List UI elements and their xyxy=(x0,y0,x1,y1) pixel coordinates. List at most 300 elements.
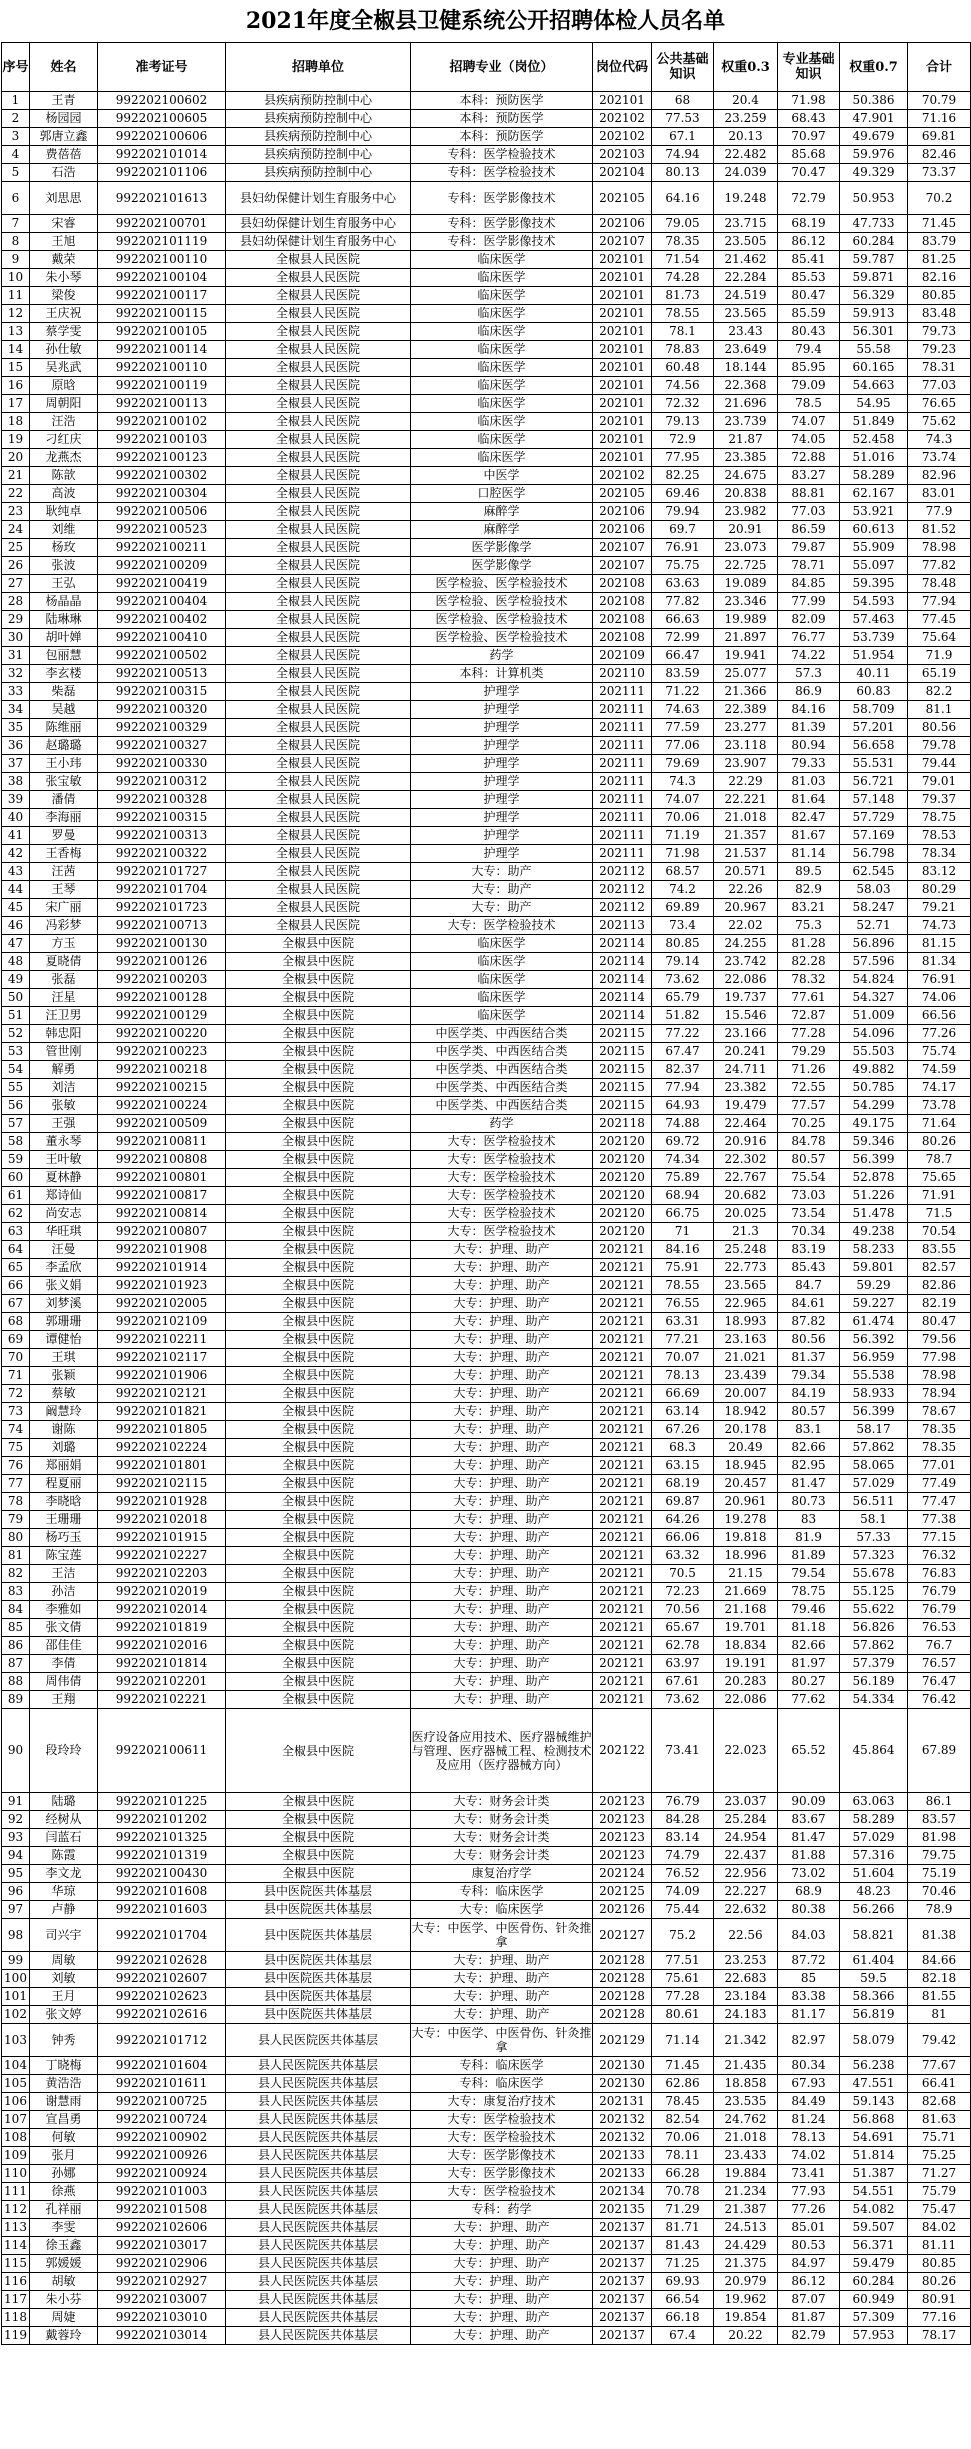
table-cell: 47.551 xyxy=(840,2075,908,2093)
table-cell: 992202101106 xyxy=(98,164,226,182)
table-cell: 67.61 xyxy=(652,1673,714,1691)
table-cell: 54.334 xyxy=(840,1691,908,1709)
table-cell: 85 xyxy=(778,1970,840,1988)
table-cell: 18.942 xyxy=(714,1403,778,1421)
table-cell: 54.299 xyxy=(840,1097,908,1115)
table-cell: 202121 xyxy=(593,1529,652,1547)
table-cell: 大专：护理、助产 xyxy=(411,1493,593,1511)
table-cell: 81.52 xyxy=(908,521,971,539)
table-cell: 口腔医学 xyxy=(411,485,593,503)
table-cell: 76.53 xyxy=(908,1619,971,1637)
table-cell: 全椒县中医院 xyxy=(226,1259,411,1277)
table-cell: 全椒县人民医院 xyxy=(226,485,411,503)
table-cell: 51.478 xyxy=(840,1205,908,1223)
table-cell: 71 xyxy=(2,1367,30,1385)
table-cell: 992202100817 xyxy=(98,1187,226,1205)
table-cell: 67.93 xyxy=(778,2075,840,2093)
table-cell: 大专：护理、助产 xyxy=(411,1421,593,1439)
table-cell: 85.68 xyxy=(778,146,840,164)
table-cell: 60.165 xyxy=(840,359,908,377)
table-cell: 19.089 xyxy=(714,575,778,593)
table-cell: 53.739 xyxy=(840,629,908,647)
table-cell: 29 xyxy=(2,611,30,629)
table-cell: 张文倩 xyxy=(30,1619,98,1637)
table-cell: 县人民医院医共体基层 xyxy=(226,2024,411,2057)
table-cell: 41 xyxy=(2,827,30,845)
table-cell: 85.59 xyxy=(778,305,840,323)
table-cell: 86.1 xyxy=(908,1793,971,1811)
table-cell: 992202101928 xyxy=(98,1493,226,1511)
table-row xyxy=(2,557,971,575)
table-cell: 63.063 xyxy=(840,1793,908,1811)
table-cell: 76 xyxy=(2,1457,30,1475)
table-cell: 64.26 xyxy=(652,1511,714,1529)
table-cell: 71.25 xyxy=(652,2255,714,2273)
table-cell: 992202100223 xyxy=(98,1043,226,1061)
table-cell: 77.51 xyxy=(652,1952,714,1970)
table-cell: 高波 xyxy=(30,485,98,503)
table-cell: 县人民医院医共体基层 xyxy=(226,2309,411,2327)
table-cell: 19.818 xyxy=(714,1529,778,1547)
table-cell: 21.018 xyxy=(714,809,778,827)
table-cell: 84.03 xyxy=(778,1919,840,1952)
table-cell: 992202100725 xyxy=(98,2093,226,2111)
table-cell: 202121 xyxy=(593,1673,652,1691)
table-cell: 51.849 xyxy=(840,413,908,431)
table-cell: 202137 xyxy=(593,2255,652,2273)
table-cell: 县中医院医共体基层 xyxy=(226,1883,411,1901)
table-row xyxy=(2,521,971,539)
table-cell: 段玲玲 xyxy=(30,1709,98,1793)
table-cell: 57.323 xyxy=(840,1547,908,1565)
table-cell: 56.301 xyxy=(840,323,908,341)
table-row xyxy=(2,2183,971,2201)
table-cell: 朱小琴 xyxy=(30,269,98,287)
table-cell: 全椒县人民医院 xyxy=(226,809,411,827)
table-cell: 81.34 xyxy=(908,953,971,971)
table-cell: 47.901 xyxy=(840,110,908,128)
table-cell: 992202100602 xyxy=(98,92,226,110)
table-cell: 992202102224 xyxy=(98,1439,226,1457)
table-cell: 黄浩浩 xyxy=(30,2075,98,2093)
table-cell: 护理学 xyxy=(411,791,593,809)
table-cell: 21.15 xyxy=(714,1565,778,1583)
table-cell: 202123 xyxy=(593,1829,652,1847)
table-row xyxy=(2,1277,971,1295)
table-cell: 20.571 xyxy=(714,863,778,881)
table-cell: 992202102117 xyxy=(98,1349,226,1367)
table-cell: 全椒县人民医院 xyxy=(226,431,411,449)
table-cell: 202108 xyxy=(593,575,652,593)
table-cell: 992202100811 xyxy=(98,1133,226,1151)
table-cell: 81.88 xyxy=(778,1847,840,1865)
table-cell: 76.65 xyxy=(908,395,971,413)
table-cell: 992202102227 xyxy=(98,1547,226,1565)
table-cell: 89.5 xyxy=(778,863,840,881)
table-cell: 73.37 xyxy=(908,164,971,182)
table-cell: 76.79 xyxy=(908,1601,971,1619)
table-cell: 83.19 xyxy=(778,1241,840,1259)
table-cell: 全椒县中医院 xyxy=(226,1151,411,1169)
table-cell: 992202101712 xyxy=(98,2024,226,2057)
table-cell: 74.09 xyxy=(652,1883,714,1901)
table-row xyxy=(2,1673,971,1691)
table-cell: 77.99 xyxy=(778,593,840,611)
table-cell: 79.44 xyxy=(908,755,971,773)
table-cell: 202137 xyxy=(593,2309,652,2327)
table-cell: 66.06 xyxy=(652,1529,714,1547)
table-cell: 71.9 xyxy=(908,647,971,665)
table-cell: 王翔 xyxy=(30,1691,98,1709)
table-cell: 75.71 xyxy=(908,2129,971,2147)
table-cell: 202105 xyxy=(593,182,652,215)
table-cell: 992202102628 xyxy=(98,1952,226,1970)
table-cell: 阚慧玲 xyxy=(30,1403,98,1421)
table-cell: 202101 xyxy=(593,359,652,377)
table-cell: 20.838 xyxy=(714,485,778,503)
table-cell: 56.511 xyxy=(840,1493,908,1511)
table-cell: 78.67 xyxy=(908,1403,971,1421)
table-cell: 44 xyxy=(2,881,30,899)
table-cell: 992202101611 xyxy=(98,2075,226,2093)
table-cell: 梁俊 xyxy=(30,287,98,305)
table-cell: 21.669 xyxy=(714,1583,778,1601)
table-row xyxy=(2,1847,971,1865)
table-cell: 83.67 xyxy=(778,1811,840,1829)
table-cell: 992202102016 xyxy=(98,1637,226,1655)
table-cell: 86.59 xyxy=(778,521,840,539)
table-cell: 83.12 xyxy=(908,863,971,881)
table-cell: 54.096 xyxy=(840,1025,908,1043)
table-cell: 全椒县中医院 xyxy=(226,1367,411,1385)
table-cell: 护理学 xyxy=(411,845,593,863)
table-row xyxy=(2,683,971,701)
table-cell: 全椒县中医院 xyxy=(226,1295,411,1313)
table-cell: 992202102115 xyxy=(98,1475,226,1493)
table-row xyxy=(2,2273,971,2291)
table-cell: 谢陈 xyxy=(30,1421,98,1439)
table-cell: 徐玉鑫 xyxy=(30,2237,98,2255)
table-cell: 68 xyxy=(2,1313,30,1331)
table-cell: 84.85 xyxy=(778,575,840,593)
table-cell: 21.696 xyxy=(714,395,778,413)
table-row xyxy=(2,1133,971,1151)
table-cell: 66.41 xyxy=(908,2075,971,2093)
table-row xyxy=(2,1457,971,1475)
table-cell: 全椒县人民医院 xyxy=(226,773,411,791)
table-cell: 73.74 xyxy=(908,449,971,467)
table-cell: 83 xyxy=(2,1583,30,1601)
table-cell: 24.429 xyxy=(714,2237,778,2255)
table-cell: 57.862 xyxy=(840,1637,908,1655)
table-cell: 全椒县中医院 xyxy=(226,1385,411,1403)
table-cell: 临床医学 xyxy=(411,395,593,413)
table-cell: 70 xyxy=(2,1349,30,1367)
table-cell: 朱小芬 xyxy=(30,2291,98,2309)
table-cell: 70.56 xyxy=(652,1601,714,1619)
table-cell: 55.125 xyxy=(840,1583,908,1601)
table-cell: 78.32 xyxy=(778,971,840,989)
table-cell: 76.32 xyxy=(908,1547,971,1565)
table-cell: 53 xyxy=(2,1043,30,1061)
table-cell: 202137 xyxy=(593,2273,652,2291)
table-cell: 74.3 xyxy=(652,773,714,791)
table-row xyxy=(2,2165,971,2183)
table-cell: 992202100509 xyxy=(98,1115,226,1133)
table-cell: 18.858 xyxy=(714,2075,778,2093)
table-cell: 本科：预防医学 xyxy=(411,92,593,110)
table-cell: 50.386 xyxy=(840,92,908,110)
table-cell: 202137 xyxy=(593,2327,652,2345)
table-cell: 64 xyxy=(2,1241,30,1259)
table-cell: 大专：护理、助产 xyxy=(411,1277,593,1295)
table-cell: 王青 xyxy=(30,92,98,110)
table-cell: 20.916 xyxy=(714,1133,778,1151)
table-cell: 70.46 xyxy=(908,1883,971,1901)
table-cell: 龙燕杰 xyxy=(30,449,98,467)
table-cell: 大专：护理、助产 xyxy=(411,1385,593,1403)
table-cell: 韩忠阳 xyxy=(30,1025,98,1043)
table-cell: 20.961 xyxy=(714,1493,778,1511)
table-cell: 闫蓝石 xyxy=(30,1829,98,1847)
table-cell: 81.38 xyxy=(908,1919,971,1952)
table-cell: 77.82 xyxy=(652,593,714,611)
table-row xyxy=(2,935,971,953)
table-cell: 23.715 xyxy=(714,215,778,233)
table-cell: 992202101723 xyxy=(98,899,226,917)
table-cell: 62.167 xyxy=(840,485,908,503)
table-cell: 77 xyxy=(2,1475,30,1493)
table-cell: 51.387 xyxy=(840,2165,908,2183)
header-cell: 公共基础知识 xyxy=(652,43,714,92)
table-cell: 73 xyxy=(2,1403,30,1421)
table-cell: 刘梦溪 xyxy=(30,1295,98,1313)
table-row xyxy=(2,128,971,146)
table-cell: 75.44 xyxy=(652,1901,714,1919)
table-cell: 202123 xyxy=(593,1811,652,1829)
table-cell: 张义娟 xyxy=(30,1277,98,1295)
table-cell: 临床医学 xyxy=(411,971,593,989)
table-cell: 刘璐 xyxy=(30,1439,98,1457)
table-cell: 58.933 xyxy=(840,1385,908,1403)
table-cell: 蔡学雯 xyxy=(30,323,98,341)
table-cell: 84.19 xyxy=(778,1385,840,1403)
table-cell: 992202100215 xyxy=(98,1079,226,1097)
table-cell: 王月 xyxy=(30,1988,98,2006)
table-row xyxy=(2,110,971,128)
table-cell: 202111 xyxy=(593,701,652,719)
table-row xyxy=(2,2006,971,2024)
table-row xyxy=(2,791,971,809)
table-cell: 21.462 xyxy=(714,251,778,269)
table-cell: 胡叶婵 xyxy=(30,629,98,647)
table-cell: 79.21 xyxy=(908,899,971,917)
table-cell: 78.35 xyxy=(652,233,714,251)
table-cell: 77.03 xyxy=(778,503,840,521)
table-cell: 67.1 xyxy=(652,128,714,146)
table-cell: 74.88 xyxy=(652,1115,714,1133)
table-cell: 13 xyxy=(2,323,30,341)
table-cell: 陈维丽 xyxy=(30,719,98,737)
table-cell: 23.565 xyxy=(714,1277,778,1295)
table-cell: 大专：康复治疗技术 xyxy=(411,2093,593,2111)
table-cell: 78.98 xyxy=(908,1367,971,1385)
table-cell: 202121 xyxy=(593,1349,652,1367)
table-cell: 84.16 xyxy=(778,701,840,719)
table-cell: 潘倩 xyxy=(30,791,98,809)
table-cell: 992202101819 xyxy=(98,1619,226,1637)
table-cell: 刘敏 xyxy=(30,1970,98,1988)
table-cell: 56.959 xyxy=(840,1349,908,1367)
table-cell: 202121 xyxy=(593,1655,652,1673)
table-cell: 992202100902 xyxy=(98,2129,226,2147)
table-cell: 82.37 xyxy=(652,1061,714,1079)
table-cell: 79.75 xyxy=(908,1847,971,1865)
table-cell: 20.007 xyxy=(714,1385,778,1403)
table-cell: 83.14 xyxy=(652,1829,714,1847)
table-cell: 42 xyxy=(2,845,30,863)
table-cell: 李海丽 xyxy=(30,809,98,827)
table-cell: 邵佳佳 xyxy=(30,1637,98,1655)
table-cell: 68.43 xyxy=(778,110,840,128)
table-cell: 87 xyxy=(2,1655,30,1673)
table-cell: 67 xyxy=(2,1295,30,1313)
table-cell: 全椒县人民医院 xyxy=(226,503,411,521)
table-cell: 47 xyxy=(2,935,30,953)
table-cell: 47.733 xyxy=(840,215,908,233)
table-cell: 992202100110 xyxy=(98,359,226,377)
table-cell: 50 xyxy=(2,989,30,1007)
table-cell: 80.91 xyxy=(908,2291,971,2309)
table-cell: 县妇幼保健计划生育服务中心 xyxy=(226,215,411,233)
table-cell: 202112 xyxy=(593,899,652,917)
header-cell: 招聘专业（岗位） xyxy=(411,43,593,92)
table-cell: 992202100113 xyxy=(98,395,226,413)
table-cell: 57.379 xyxy=(840,1655,908,1673)
table-cell: 202103 xyxy=(593,146,652,164)
header-cell: 准考证号 xyxy=(98,43,226,92)
table-cell: 992202101319 xyxy=(98,1847,226,1865)
table-cell: 22.023 xyxy=(714,1709,778,1793)
table-cell: 202121 xyxy=(593,1313,652,1331)
table-cell: 全椒县中医院 xyxy=(226,1331,411,1349)
table-cell: 李雅如 xyxy=(30,1601,98,1619)
table-cell: 全椒县人民医院 xyxy=(226,683,411,701)
table-cell: 15 xyxy=(2,359,30,377)
table-cell: 50.785 xyxy=(840,1079,908,1097)
table-cell: 202114 xyxy=(593,935,652,953)
table-cell: 202120 xyxy=(593,1205,652,1223)
table-cell: 992202102005 xyxy=(98,1295,226,1313)
table-cell: 992202102109 xyxy=(98,1313,226,1331)
table-cell: 84.78 xyxy=(778,1133,840,1151)
table-cell: 46 xyxy=(2,917,30,935)
table-cell: 21.357 xyxy=(714,827,778,845)
table-cell: 992202100114 xyxy=(98,341,226,359)
table-cell: 22.302 xyxy=(714,1151,778,1169)
table-row xyxy=(2,449,971,467)
table-cell: 992202100808 xyxy=(98,1151,226,1169)
table-cell: 中医学类、中西医结合类 xyxy=(411,1043,593,1061)
table-cell: 大专：助产 xyxy=(411,863,593,881)
table-cell: 临床医学 xyxy=(411,269,593,287)
table-cell: 大专：护理、助产 xyxy=(411,2309,593,2327)
table-cell: 74.07 xyxy=(652,791,714,809)
table-cell: 79.09 xyxy=(778,377,840,395)
table-cell: 80.26 xyxy=(908,2273,971,2291)
table-cell: 992202100211 xyxy=(98,539,226,557)
table-row xyxy=(2,2093,971,2111)
table-cell: 县人民医院医共体基层 xyxy=(226,2147,411,2165)
table-cell: 全椒县中医院 xyxy=(226,1847,411,1865)
table-cell: 66.63 xyxy=(652,611,714,629)
table-cell: 56.189 xyxy=(840,1673,908,1691)
table-cell: 79.94 xyxy=(652,503,714,521)
table-row xyxy=(2,611,971,629)
table-cell: 县人民医院医共体基层 xyxy=(226,2075,411,2093)
table-cell: 49.679 xyxy=(840,128,908,146)
table-cell: 20.49 xyxy=(714,1439,778,1457)
table-cell: 76.91 xyxy=(908,971,971,989)
table-row xyxy=(2,1865,971,1883)
table-cell: 76.47 xyxy=(908,1673,971,1691)
table-cell: 81.15 xyxy=(908,935,971,953)
table-cell: 202115 xyxy=(593,1097,652,1115)
table-cell: 7 xyxy=(2,215,30,233)
table-cell: 54 xyxy=(2,1061,30,1079)
table-cell: 78.31 xyxy=(908,359,971,377)
table-cell: 县人民医院医共体基层 xyxy=(226,2093,411,2111)
table-cell: 大专：护理、助产 xyxy=(411,1241,593,1259)
table-row xyxy=(2,1601,971,1619)
table-cell: 胡敏 xyxy=(30,2273,98,2291)
table-cell: 全椒县中医院 xyxy=(226,1673,411,1691)
table-cell: 992202102203 xyxy=(98,1565,226,1583)
table-cell: 56 xyxy=(2,1097,30,1115)
table-cell: 大专：护理、助产 xyxy=(411,1952,593,1970)
table-cell: 大专：财务会计类 xyxy=(411,1793,593,1811)
table-cell: 59.787 xyxy=(840,251,908,269)
table-cell: 全椒县中医院 xyxy=(226,935,411,953)
table-cell: 72.87 xyxy=(778,1007,840,1025)
table-cell: 992202100302 xyxy=(98,467,226,485)
table-cell: 80.57 xyxy=(778,1151,840,1169)
table-cell: 全椒县人民医院 xyxy=(226,269,411,287)
table-cell: 药学 xyxy=(411,647,593,665)
table-cell: 全椒县中医院 xyxy=(226,1187,411,1205)
table-cell: 79.29 xyxy=(778,1043,840,1061)
table-cell: 全椒县中医院 xyxy=(226,1061,411,1079)
table-cell: 75.19 xyxy=(908,1865,971,1883)
table-cell: 33 xyxy=(2,683,30,701)
table-cell: 护理学 xyxy=(411,773,593,791)
table-cell: 全椒县人民医院 xyxy=(226,845,411,863)
table-cell: 78.35 xyxy=(908,1421,971,1439)
table-cell: 202101 xyxy=(593,92,652,110)
table-cell: 84.61 xyxy=(778,1295,840,1313)
table-cell: 113 xyxy=(2,2219,30,2237)
table-cell: 992202100102 xyxy=(98,413,226,431)
table-cell: 县人民医院医共体基层 xyxy=(226,2273,411,2291)
table-cell: 77.59 xyxy=(652,719,714,737)
table-row xyxy=(2,503,971,521)
table-cell: 大专：医学检验技术 xyxy=(411,1187,593,1205)
table-cell: 全椒县人民医院 xyxy=(226,827,411,845)
table-cell: 56.392 xyxy=(840,1331,908,1349)
table-cell: 74.73 xyxy=(908,917,971,935)
table-cell: 71.45 xyxy=(652,2057,714,2075)
table-cell: 60.83 xyxy=(840,683,908,701)
